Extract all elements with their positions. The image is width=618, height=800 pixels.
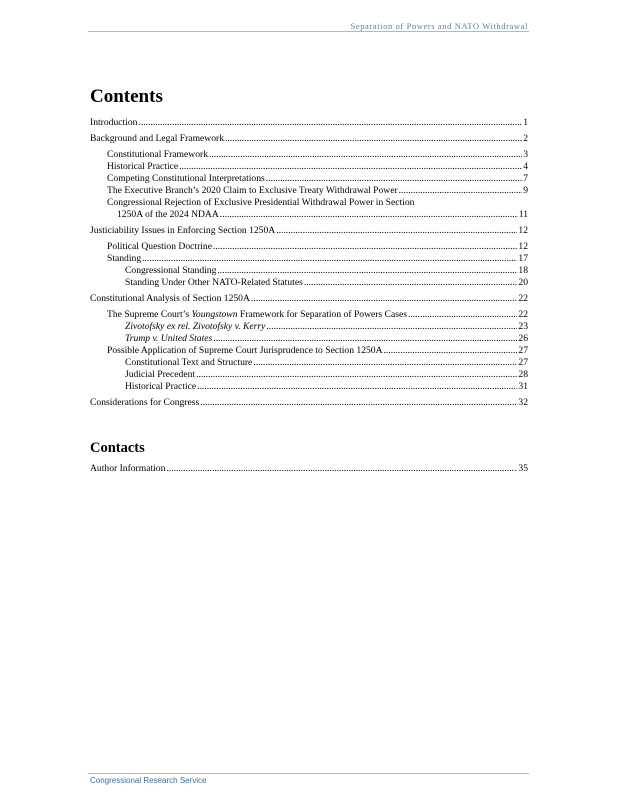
contacts-list: [90, 463, 528, 475]
toc-entry-judicial-precedent[interactable]: Judicial Precedent . . . 28: [90, 369, 528, 381]
toc-entry-text-structure[interactable]: Constitutional Text and Structure . . . 27: [90, 357, 528, 369]
toc-entry-introduction[interactable]: Introduction . . . 1: [90, 117, 528, 129]
toc-entry-justiciability[interactable]: Justiciability Issues in Enforcing Section 1250A . . . 12: [90, 225, 528, 237]
toc-entry-competing-interpretations[interactable]: Competing Constitutional Interpretations . . . 7: [90, 173, 528, 185]
toc-entry-possible-application[interactable]: Possible Application of Supreme Court Jurisprudence to Section 1250A . . . 27: [90, 345, 528, 357]
footer-rule: [88, 773, 529, 774]
toc-entry-constitutional-framework[interactable]: Constitutional Framework . . . 3: [90, 149, 528, 161]
contacts-heading: Contacts: [90, 440, 145, 456]
header-rule: [88, 31, 529, 32]
toc-entry-considerations[interactable]: Considerations for Congress . . . 32: [90, 397, 528, 409]
running-header: Separation of Powers and NATO Withdrawal: [350, 21, 528, 31]
toc-entry-background[interactable]: Background and Legal Framework . . . 2: [90, 133, 528, 145]
toc-entry-constitutional-analysis[interactable]: Constitutional Analysis of Section 1250A . . . 22: [90, 293, 528, 305]
toc-entry-historical-practice[interactable]: Historical Practice . . . 4: [90, 161, 528, 173]
toc-entry-political-question[interactable]: Political Question Doctrine . . . 12: [90, 241, 528, 253]
toc-entry-congressional-rejection[interactable]: Congressional Rejection of Exclusive Presidential Withdrawal Power in Section: [107, 197, 415, 208]
toc-entry-youngstown[interactable]: The Supreme Court’s Youngstown Framework for Separation of Powers Cases . . . 22: [90, 309, 528, 321]
contents-heading: Contents: [90, 86, 163, 107]
toc-entry-executive-2020-claim[interactable]: The Executive Branch’s 2020 Claim to Exclusive Treaty Withdrawal Power . . . 9: [90, 185, 528, 197]
toc-entry-author-information[interactable]: Author Information . . . 35: [90, 463, 528, 475]
toc-entry-trump-v-us[interactable]: Trump v. United States . . . 26: [90, 333, 528, 345]
toc-entry-standing-nato-statutes[interactable]: Standing Under Other NATO-Related Statutes . . . 20: [90, 277, 528, 289]
toc-entry-congressional-standing[interactable]: Congressional Standing . . . 18: [90, 265, 528, 277]
toc-entry-zivotofsky[interactable]: Zivotofsky ex rel. Zivotofsky v. Kerry . . . 23: [90, 321, 528, 333]
toc-entry-standing[interactable]: Standing . . . 17: [90, 253, 528, 265]
toc-entry-congressional-rejection-cont[interactable]: 1250A of the 2024 NDAA . . . 11: [90, 209, 528, 221]
toc-entry-historical-practice-2[interactable]: Historical Practice . . . 31: [90, 381, 528, 393]
table-of-contents: [90, 117, 528, 409]
running-footer: Congressional Research Service: [90, 776, 207, 785]
